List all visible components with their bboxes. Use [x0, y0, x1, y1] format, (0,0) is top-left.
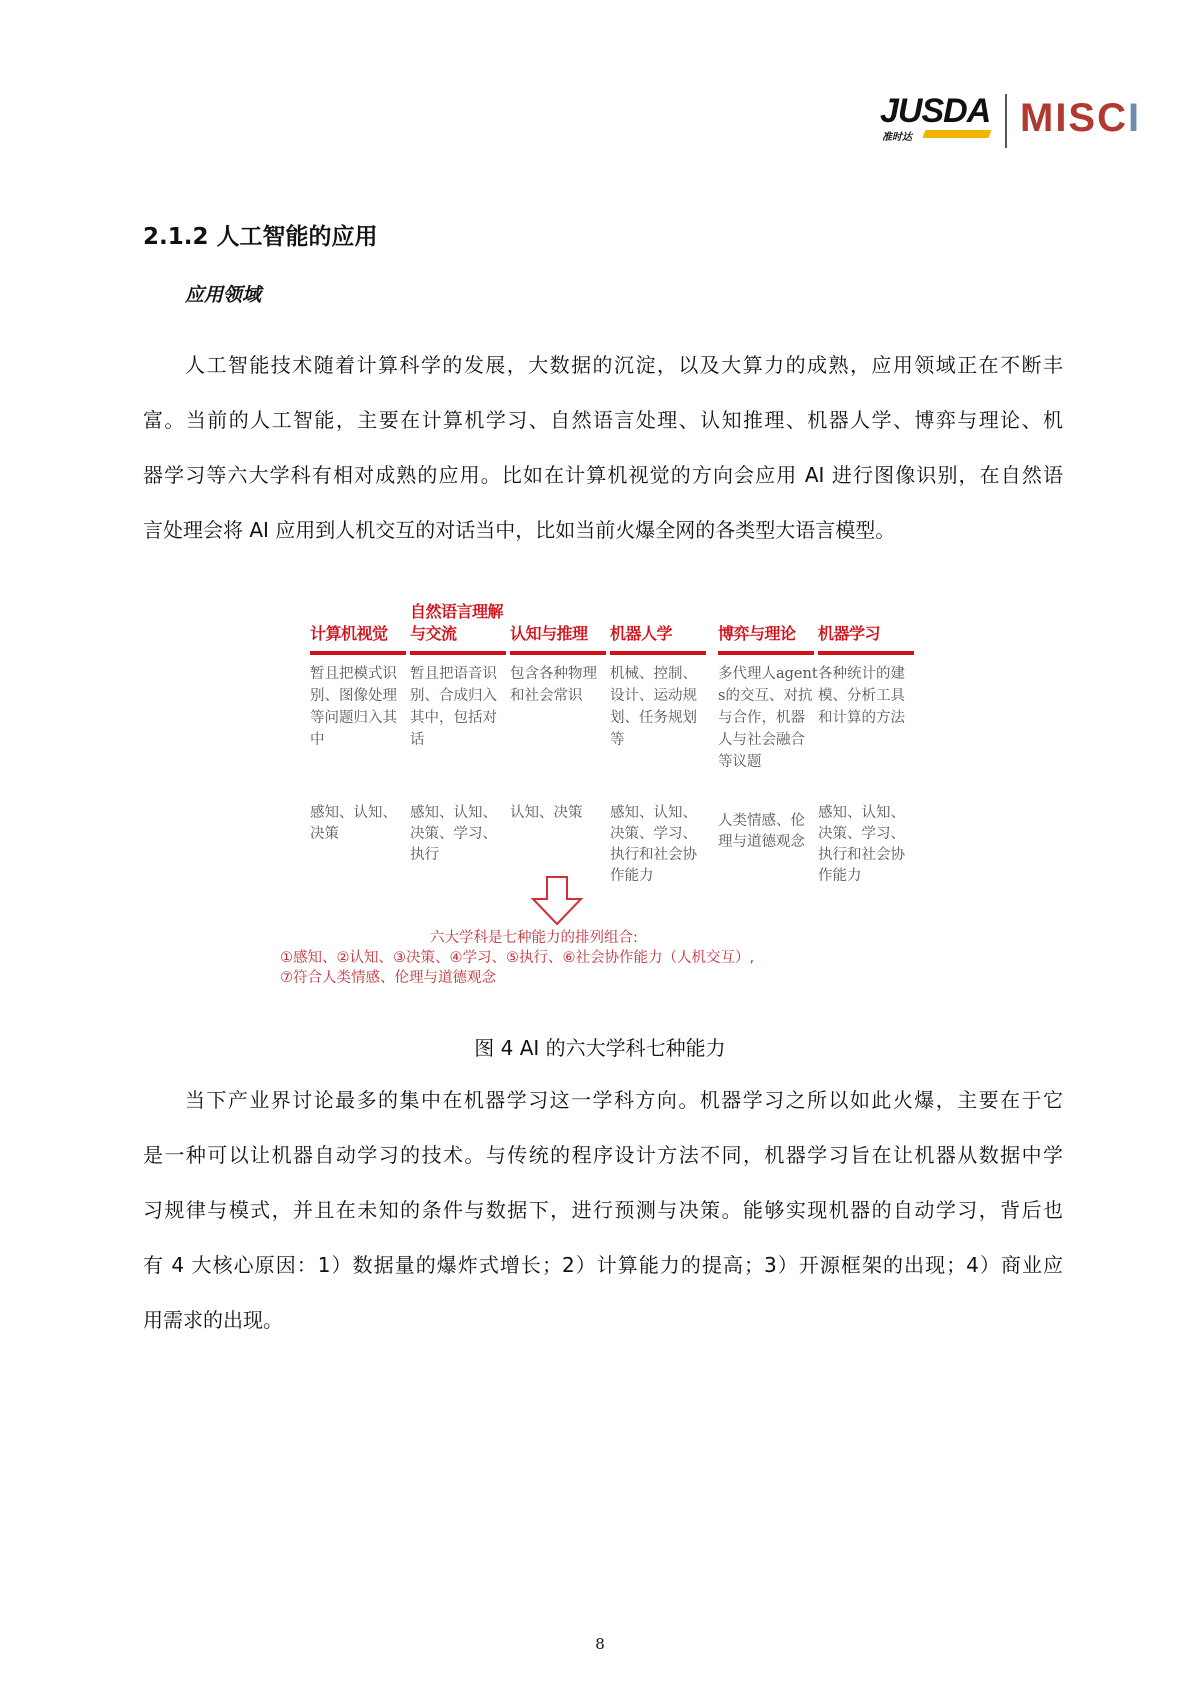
title-underline [410, 651, 506, 655]
discipline-desc: 各种统计的建模、分析工具和计算的方法 [818, 666, 905, 726]
section-subheading: 应用领域 [185, 284, 262, 306]
discipline-column [610, 595, 710, 887]
discipline-title: 博弈与理论 [718, 624, 796, 643]
paragraph-2 [143, 1085, 1063, 1360]
paragraph-line: 人工智能技术随着计算科学的发展，大数据的沉淀，以及大算力的成熟，应用领域正在不断丰 [185, 353, 1063, 377]
figure-ai-disciplines [280, 595, 940, 995]
summary-line: ①感知、②认知、③决策、④学习、⑤执行、⑥社会协作能力（人机交互）, [280, 950, 755, 966]
jusda-logo-bar [923, 130, 992, 138]
discipline-abilities: 感知、认知、决策、学习、执行 [410, 805, 497, 863]
paragraph-1 [143, 350, 1063, 570]
page-number: 8 [595, 1635, 605, 1653]
discipline-desc: 暂且把模式识别、图像处理等问题归入其中 [310, 666, 397, 748]
header-logos [880, 92, 1150, 152]
discipline-desc: 机械、控制、设计、运动规划、任务规划等 [610, 666, 697, 748]
discipline-abilities: 认知、决策 [510, 805, 583, 821]
figure-summary [280, 928, 880, 988]
discipline-desc: 多代理人agents的交互、对抗与合作，机器人与社会融合等议题 [718, 666, 818, 770]
discipline-title: 机器学习 [818, 624, 881, 643]
summary-title: 六大学科是七种能力的排列组合: [430, 930, 638, 946]
discipline-abilities: 感知、认知、决策 [310, 805, 397, 842]
discipline-column [718, 595, 818, 853]
logo-divider [1005, 94, 1007, 148]
paragraph-line: 用需求的出现。 [143, 1308, 283, 1332]
title-underline [718, 651, 814, 655]
discipline-column [410, 595, 510, 866]
discipline-title: 自然语言理解与交流 [410, 602, 504, 643]
title-underline [310, 651, 406, 655]
paragraph-line: 是一种可以让机器自动学习的技术。与传统的程序设计方法不同，机器学习旨在让机器从数据中学 [143, 1143, 1063, 1167]
discipline-column [510, 595, 610, 824]
paragraph-line: 当下产业界讨论最多的集中在机器学习这一学科方向。机器学习之所以如此火爆，主要在于它 [185, 1088, 1063, 1112]
down-arrow-icon [530, 875, 584, 927]
misci-logo: MISCI [1020, 96, 1142, 140]
paragraph-line: 有 4 大核心原因：1）数据量的爆炸式增长；2）计算能力的提高；3）开源框架的出现；4）商业应 [143, 1253, 1063, 1277]
title-underline [510, 651, 606, 655]
paragraph-line: 器学习等六大学科有相对成熟的应用。比如在计算机视觉的方向会应用 AI 进行图像识别，在自然语 [143, 463, 1063, 487]
title-underline [818, 651, 914, 655]
discipline-title: 计算机视觉 [310, 624, 388, 643]
discipline-abilities: 人类情感、伦理与道德观念 [718, 813, 805, 850]
discipline-desc: 暂且把语音识别、合成归入其中，包括对话 [410, 666, 497, 748]
discipline-title: 机器人学 [610, 624, 673, 643]
summary-line: ⑦符合人类情感、伦理与道德观念 [280, 970, 496, 986]
paragraph-line: 习规律与模式，并且在未知的条件与数据下，进行预测与决策。能够实现机器的自动学习，背后也 [143, 1198, 1063, 1222]
figure-caption: 图 4 AI 的六大学科七种能力 [474, 1036, 726, 1060]
discipline-abilities: 感知、认知、决策、学习、执行和社会协作能力 [818, 805, 905, 884]
discipline-column [818, 595, 918, 887]
title-underline [610, 651, 706, 655]
paragraph-line: 言处理会将 AI 应用到人机交互的对话当中，比如当前火爆全网的各类型大语言模型。 [143, 518, 896, 542]
jusda-logo-cn: 准时达 [882, 132, 912, 143]
section-heading: 2.1.2 人工智能的应用 [143, 224, 378, 250]
jusda-logo: JUSDA [880, 92, 991, 130]
paragraph-line: 富。当前的人工智能，主要在计算机学习、自然语言处理、认知推理、机器人学、博弈与理论、机 [143, 408, 1063, 432]
discipline-column [310, 595, 410, 845]
discipline-title: 认知与推理 [510, 624, 588, 643]
discipline-abilities: 感知、认知、决策、学习、执行和社会协作能力 [610, 805, 697, 884]
discipline-desc: 包含各种物理和社会常识 [510, 666, 597, 704]
